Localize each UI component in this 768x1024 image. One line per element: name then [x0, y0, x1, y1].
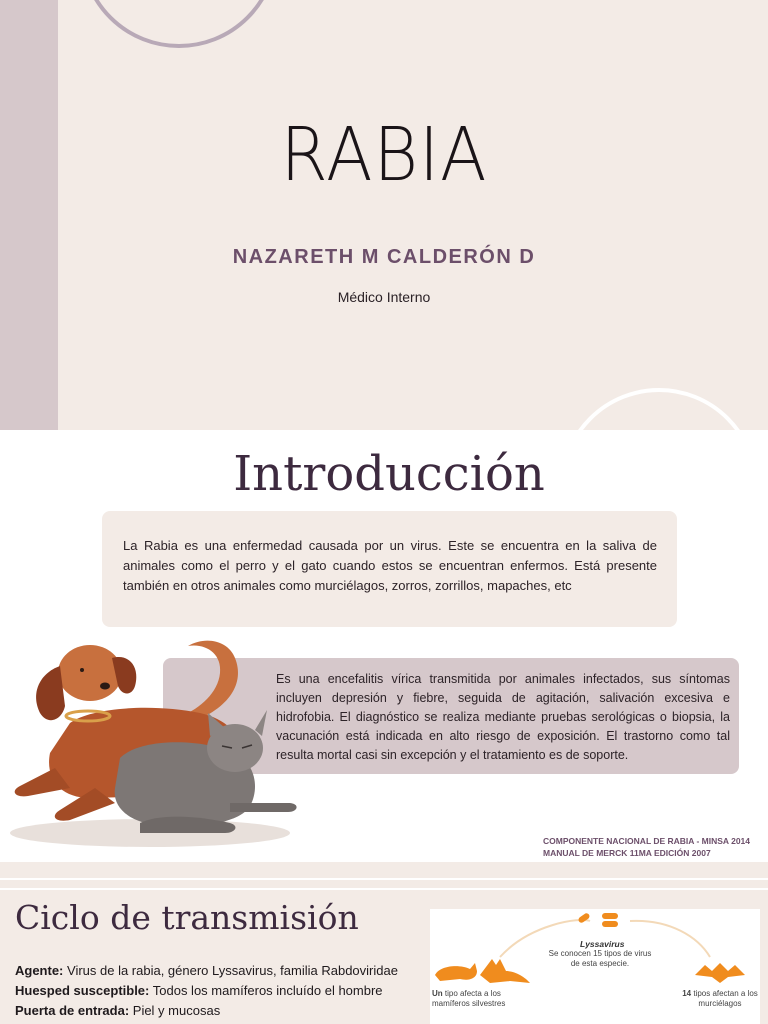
divider-line	[0, 878, 768, 880]
figure-right-text: tipos afectan a los murciélagos	[691, 989, 758, 1008]
divider-line	[0, 888, 768, 890]
figure-title: Lyssavirus	[580, 939, 625, 949]
title-slide	[0, 0, 768, 430]
description-paragraph: Es una encefalitis vírica transmitida por animales infectados, sus síntomas incluyen depresión y fiebre, seguida de agitación, salivación excesiva e hidrofobia. El diagnóstico se realiza mediante pruebas serológicas o biopsia, la vacunación está indicada en alto riesgo de exposición. El trastorno como tal resulta mortal casi sin excepción y el tratamiento es de soporte.	[276, 672, 730, 762]
fact-text: Virus de la rabia, género Lyssavirus, familia Rabdoviridae	[63, 963, 398, 978]
transmission-cycle-title: Ciclo de transmisión	[15, 898, 359, 937]
side-bar	[0, 0, 58, 430]
figure-left-count: Un	[432, 989, 443, 998]
fact-text: Todos los mamíferos incluído el hombre	[149, 983, 383, 998]
introduction-slide	[0, 430, 768, 862]
figure-left-label	[432, 989, 532, 1009]
lyssavirus-figure	[430, 909, 760, 1024]
fact-label: Agente:	[15, 963, 64, 978]
fact-item	[15, 961, 398, 981]
fact-label: Huesped susceptible:	[15, 983, 150, 998]
fact-text: Piel y mucosas	[129, 1003, 221, 1018]
source-line: MANUAL DE MERCK 11MA EDICIÓN 2007	[543, 848, 711, 858]
slide-title: RABIA	[280, 112, 488, 198]
author-role: Médico Interno	[337, 289, 431, 305]
intro-paragraph-box	[102, 511, 677, 627]
author-name: NAZARETH M CALDERÓN D	[232, 246, 536, 268]
fact-item	[15, 981, 398, 1001]
source-line: COMPONENTE NACIONAL DE RABIA - MINSA 2014	[543, 836, 751, 846]
source-citation	[543, 835, 750, 859]
figure-right-label	[680, 989, 760, 1009]
fact-label: Puerta de entrada:	[15, 1003, 130, 1018]
intro-paragraph: La Rabia es una enfermedad causada por un virus. Este se encuentra en la saliva de animales como el perro y el gato cuando estos se encuentran enfermos. Está presente también en otros animales como murciélagos, zorros, zorrillos, mapaches, etc	[123, 538, 657, 593]
fact-item	[15, 1001, 398, 1021]
decorative-circle-bottom	[560, 388, 758, 430]
figure-subtitle: Se conocen 15 tipos de virus de esta especie.	[548, 949, 652, 968]
figure-left-text: tipo afecta a los mamíferos silvestres	[432, 989, 506, 1008]
decorative-circle-top	[80, 0, 278, 48]
dog-and-cat-illustration	[0, 628, 310, 853]
introduction-title: Introducción	[233, 446, 545, 502]
figure-right-count: 14	[682, 989, 692, 998]
transmission-cycle-slide	[0, 862, 768, 1024]
facts-list	[15, 961, 398, 1021]
